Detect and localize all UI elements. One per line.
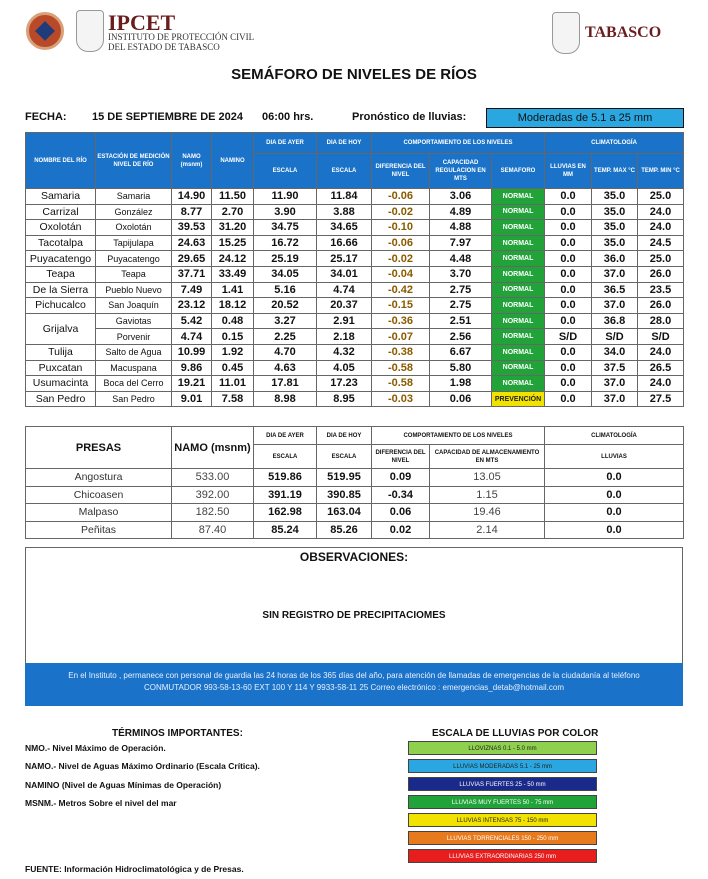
cell-sem: NORMAL — [492, 251, 545, 267]
cell-rain: 0.0 — [545, 220, 592, 236]
cell-cap: 2.56 — [430, 329, 492, 345]
report-time: 06:00 hrs. — [262, 111, 314, 123]
cell-tmin: 26.0 — [638, 266, 684, 282]
cell-diff: -0.02 — [372, 204, 430, 220]
cell-dam-diff: 0.06 — [372, 504, 430, 522]
cell-namino: 7.58 — [212, 391, 254, 407]
state-name: TABASCO — [585, 24, 662, 41]
table-row — [26, 313, 684, 329]
col-today: DIA DE HOY — [317, 133, 372, 154]
cell-sem: NORMAL — [492, 298, 545, 314]
cell-tmax: 36.5 — [592, 282, 638, 298]
cell-rain: 0.0 — [545, 235, 592, 251]
cell-cap: 0.06 — [430, 391, 492, 407]
observations-box — [25, 547, 683, 664]
rain-scale-swatch: LLUVIAS FUERTES 25 - 50 mm — [408, 777, 597, 791]
cell-namino: 0.48 — [212, 313, 254, 329]
coat-of-arms-icon — [76, 10, 104, 52]
table-row — [26, 360, 684, 376]
cell-diff: -0.38 — [372, 344, 430, 360]
cell-ayer: 8.98 — [254, 391, 317, 407]
cell-namino: 24.12 — [212, 251, 254, 267]
table-row — [26, 220, 684, 236]
table-row — [26, 504, 684, 522]
cell-sem: NORMAL — [492, 266, 545, 282]
cell-namino: 15.25 — [212, 235, 254, 251]
cell-sem: NORMAL — [492, 189, 545, 205]
cell-station: Macuspana — [96, 360, 172, 376]
cell-dam-diff: 0.02 — [372, 521, 430, 539]
table-row — [26, 235, 684, 251]
rain-scale-title: ESCALA DE LLUVIAS POR COLOR — [432, 728, 599, 739]
cell-diff: -0.42 — [372, 282, 430, 298]
cell-ayer: 4.63 — [254, 360, 317, 376]
org-subtitle-line2: DEL ESTADO DE TABASCO — [108, 42, 220, 52]
forecast-value: Moderadas de 5.1 a 25 mm — [486, 108, 684, 128]
cell-sem: NORMAL — [492, 344, 545, 360]
cell-rain: 0.0 — [545, 189, 592, 205]
cell-cap: 2.75 — [430, 298, 492, 314]
cell-sem: NORMAL — [492, 313, 545, 329]
cell-dam-rain: 0.0 — [545, 486, 684, 504]
rain-scale-swatch: LLUVIAS EXTRAORDINARIAS 250 mm — [408, 849, 597, 863]
cell-cap: 2.51 — [430, 313, 492, 329]
term-item: NAMO.- Nivel de Aguas Máximo Ordinario (Escala Crítica). — [25, 761, 260, 771]
cell-diff: -0.07 — [372, 329, 430, 345]
cell-dam-diff: 0.09 — [372, 469, 430, 487]
cell-ayer: 34.75 — [254, 220, 317, 236]
cell-station: Samaria — [96, 189, 172, 205]
cell-dam-name: Angostura — [26, 469, 172, 487]
cell-hoy: 3.88 — [317, 204, 372, 220]
table-row — [26, 251, 684, 267]
cell-tmin: 26.0 — [638, 298, 684, 314]
cell-rain: 0.0 — [545, 266, 592, 282]
cell-rain: 0.0 — [545, 344, 592, 360]
observations-text: SIN REGISTRO DE PRECIPITACIOMES — [262, 610, 446, 621]
cell-namo: 14.90 — [172, 189, 212, 205]
cell-rain: S/D — [545, 329, 592, 345]
cell-dam-name: Peñitas — [26, 521, 172, 539]
cell-dam-hoy: 85.26 — [317, 521, 372, 539]
cell-river: Carrizal — [26, 204, 96, 220]
cell-hoy: 34.65 — [317, 220, 372, 236]
cell-namo: 9.86 — [172, 360, 212, 376]
cell-dam-namo: 533.00 — [172, 469, 254, 487]
cell-station: Tapijulapa — [96, 235, 172, 251]
cell-namino: 11.01 — [212, 376, 254, 392]
cell-diff: -0.15 — [372, 298, 430, 314]
col-tmax: TEMP. MAX °C — [592, 154, 638, 189]
col-escala-today: ESCALA — [317, 154, 372, 189]
col-capacity: CAPACIDAD REGULACION EN MTS — [430, 154, 492, 189]
cell-rain: 0.0 — [545, 251, 592, 267]
cell-namo: 4.74 — [172, 329, 212, 345]
dams-table — [25, 426, 684, 539]
cell-diff: -0.04 — [372, 266, 430, 282]
cell-dam-hoy: 390.85 — [317, 486, 372, 504]
cell-ayer: 4.70 — [254, 344, 317, 360]
rain-scale-swatch: LLUVIAS TORRENCIALES 150 - 250 mm — [408, 831, 597, 845]
cell-dam-rain: 0.0 — [545, 521, 684, 539]
table-row — [26, 298, 684, 314]
col-namino: NAMINO — [212, 133, 254, 189]
cell-dam-ayer: 85.24 — [254, 521, 317, 539]
cell-diff: -0.06 — [372, 189, 430, 205]
contact-line2: CONMUTADOR 993-58-13-60 EXT 100 Y 114 Y 9933-58-11 25 Correo electrónico : emergencias_detab@hotmail.com — [143, 683, 565, 692]
cell-tmax: 35.0 — [592, 189, 638, 205]
cell-rain: 0.0 — [545, 391, 592, 407]
cell-ayer: 3.27 — [254, 313, 317, 329]
col-rain: LLUVIAS EN MM — [545, 154, 592, 189]
col-dam-diff: DIFERENCIA DEL NIVEL — [372, 445, 430, 469]
cell-namino: 0.15 — [212, 329, 254, 345]
page-title: SEMÁFORO DE NIVELES DE RÍOS — [231, 66, 477, 83]
cell-dam-ayer: 162.98 — [254, 504, 317, 522]
cell-namo: 9.01 — [172, 391, 212, 407]
cell-river: De la Sierra — [26, 282, 96, 298]
rivers-table — [25, 132, 684, 407]
table-row — [26, 521, 684, 539]
cell-station: Porvenir — [96, 329, 172, 345]
cell-dam-name: Chicoasen — [26, 486, 172, 504]
cell-station: San Joaquín — [96, 298, 172, 314]
cell-tmin: 25.0 — [638, 251, 684, 267]
table-row — [26, 329, 684, 345]
cell-river: Puxcatan — [26, 360, 96, 376]
term-item: MSNM.- Metros Sobre el nivel del mar — [25, 798, 177, 808]
cell-cap: 2.75 — [430, 282, 492, 298]
cell-diff: -0.58 — [372, 376, 430, 392]
cell-tmin: 24.0 — [638, 344, 684, 360]
table-row — [26, 391, 684, 407]
cell-namino: 1.41 — [212, 282, 254, 298]
cell-dam-diff: -0.34 — [372, 486, 430, 504]
cell-sem: NORMAL — [492, 376, 545, 392]
table-row — [26, 204, 684, 220]
table-row — [26, 189, 684, 205]
cell-dam-namo: 87.40 — [172, 521, 254, 539]
cell-hoy: 20.37 — [317, 298, 372, 314]
cell-namino: 11.50 — [212, 189, 254, 205]
cell-tmin: 28.0 — [638, 313, 684, 329]
cell-tmax: 37.0 — [592, 391, 638, 407]
cell-sem: NORMAL — [492, 329, 545, 345]
report-date: 15 DE SEPTIEMBRE DE 2024 — [92, 111, 244, 123]
rain-scale-swatch: LLUVIAS INTENSAS 75 - 150 mm — [408, 813, 597, 827]
cell-namo: 24.63 — [172, 235, 212, 251]
col-climate: CLIMATOLOGÍA — [545, 133, 684, 154]
cell-tmax: 37.0 — [592, 266, 638, 282]
cell-tmax: 35.0 — [592, 235, 638, 251]
contact-footer — [25, 663, 683, 706]
cell-namino: 1.92 — [212, 344, 254, 360]
cell-rain: 0.0 — [545, 360, 592, 376]
cell-tmin: 25.0 — [638, 189, 684, 205]
cell-hoy: 16.66 — [317, 235, 372, 251]
cell-river: Oxolotán — [26, 220, 96, 236]
forecast-label: Pronóstico de lluvias: — [352, 111, 467, 123]
cell-tmax: 34.0 — [592, 344, 638, 360]
date-label: FECHA: — [25, 111, 67, 123]
cell-tmax: 35.0 — [592, 220, 638, 236]
cell-hoy: 25.17 — [317, 251, 372, 267]
col-river: NOMBRE DEL RÍO — [26, 133, 96, 189]
cell-ayer: 17.81 — [254, 376, 317, 392]
cell-dam-cap: 13.05 — [430, 469, 545, 487]
cell-station: Boca del Cerro — [96, 376, 172, 392]
cell-namo: 39.53 — [172, 220, 212, 236]
cell-namo: 7.49 — [172, 282, 212, 298]
cell-station: Teapa — [96, 266, 172, 282]
cell-dam-cap: 2.14 — [430, 521, 545, 539]
cell-cap: 4.48 — [430, 251, 492, 267]
cell-ayer: 11.90 — [254, 189, 317, 205]
col-semaforo: SEMAFORO — [492, 154, 545, 189]
cell-hoy: 34.01 — [317, 266, 372, 282]
col-escala-yesterday: ESCALA — [254, 154, 317, 189]
cell-dam-hoy: 163.04 — [317, 504, 372, 522]
table-row — [26, 486, 684, 504]
cell-ayer: 16.72 — [254, 235, 317, 251]
rain-scale-swatch: LLUVIAS MODERADAS 5.1 - 25 mm — [408, 759, 597, 773]
cell-namino: 31.20 — [212, 220, 254, 236]
cell-cap: 1.98 — [430, 376, 492, 392]
col-namo: NAMO (msnm) — [172, 133, 212, 189]
org-subtitle — [108, 32, 254, 52]
cell-rain: 0.0 — [545, 298, 592, 314]
cell-namo: 8.77 — [172, 204, 212, 220]
table-row — [26, 344, 684, 360]
col-station: ESTACIÓN DE MEDICIÓN NIVEL DE RÍO — [96, 133, 172, 189]
cell-river: Teapa — [26, 266, 96, 282]
cell-diff: -0.10 — [372, 220, 430, 236]
cell-tmin: 24.0 — [638, 204, 684, 220]
cell-cap: 3.06 — [430, 189, 492, 205]
col-diff: DIFERENCIA DEL NIVEL — [372, 154, 430, 189]
rain-scale-swatch: LLUVIAS MUY FUERTES 50 - 75 mm — [408, 795, 597, 809]
cell-river: Grijalva — [26, 313, 96, 344]
cell-cap: 4.89 — [430, 204, 492, 220]
cell-hoy: 17.23 — [317, 376, 372, 392]
cell-hoy: 4.32 — [317, 344, 372, 360]
cell-river: Tacotalpa — [26, 235, 96, 251]
cell-river: San Pedro — [26, 391, 96, 407]
cell-ayer: 25.19 — [254, 251, 317, 267]
cell-river: Pichucalco — [26, 298, 96, 314]
term-item: NAMINO (Nivel de Aguas Mínimas de Operación) — [25, 780, 222, 790]
col-dam-yesterday: DIA DE AYER — [254, 427, 317, 445]
cell-station: Salto de Agua — [96, 344, 172, 360]
cell-hoy: 8.95 — [317, 391, 372, 407]
cell-diff: -0.58 — [372, 360, 430, 376]
cell-sem: NORMAL — [492, 220, 545, 236]
terms-title: TÉRMINOS IMPORTANTES: — [112, 728, 243, 739]
cell-river: Samaria — [26, 189, 96, 205]
table-row — [26, 469, 684, 487]
cell-tmin: 23.5 — [638, 282, 684, 298]
cell-rain: 0.0 — [545, 313, 592, 329]
col-dam-capacity: CAPACIDAD DE ALMACENAMIENTO EN MTS — [430, 445, 545, 469]
cell-station: González — [96, 204, 172, 220]
cell-diff: -0.02 — [372, 251, 430, 267]
cell-cap: 3.70 — [430, 266, 492, 282]
observations-title: OBSERVACIONES: — [299, 550, 409, 564]
cell-dam-rain: 0.0 — [545, 469, 684, 487]
col-dam-today: DIA DE HOY — [317, 427, 372, 445]
cell-tmin: 27.5 — [638, 391, 684, 407]
cell-ayer: 20.52 — [254, 298, 317, 314]
cell-cap: 6.67 — [430, 344, 492, 360]
cell-hoy: 2.18 — [317, 329, 372, 345]
col-presas: PRESAS — [26, 427, 172, 469]
cell-cap: 4.88 — [430, 220, 492, 236]
cell-station: Gaviotas — [96, 313, 172, 329]
cell-diff: -0.03 — [372, 391, 430, 407]
cell-dam-name: Malpaso — [26, 504, 172, 522]
cell-hoy: 2.91 — [317, 313, 372, 329]
contact-line1: En el Instituto , permanece con personal de guardia las 24 horas de los 365 días del año, para atención de llamadas de emergencias de la ciudadanía al teléfono — [68, 671, 640, 680]
rain-scale-swatch: LLOVIZNAS 0.1 - 5.0 mm — [408, 741, 597, 755]
col-behaviour: COMPORTAMIENTO DE LOS NIVELES — [372, 133, 545, 154]
cell-tmin: S/D — [638, 329, 684, 345]
cell-tmin: 26.5 — [638, 360, 684, 376]
cell-dam-namo: 392.00 — [172, 486, 254, 504]
cell-namo: 10.99 — [172, 344, 212, 360]
cell-tmax: 36.8 — [592, 313, 638, 329]
cell-ayer: 5.16 — [254, 282, 317, 298]
cell-station: Puyacatengo — [96, 251, 172, 267]
cell-ayer: 2.25 — [254, 329, 317, 345]
cell-river: Usumacinta — [26, 376, 96, 392]
term-item: NMO.- Nivel Máximo de Operación. — [25, 743, 166, 753]
cell-namo: 5.42 — [172, 313, 212, 329]
col-dam-namo: NAMO (msnm) — [172, 427, 254, 469]
cell-hoy: 11.84 — [317, 189, 372, 205]
cell-sem: NORMAL — [492, 204, 545, 220]
cell-station: Pueblo Nuevo — [96, 282, 172, 298]
cell-dam-cap: 1.15 — [430, 486, 545, 504]
table-row — [26, 282, 684, 298]
cell-dam-namo: 182.50 — [172, 504, 254, 522]
cell-sem: NORMAL — [492, 235, 545, 251]
table-row — [26, 376, 684, 392]
cell-tmax: 37.0 — [592, 298, 638, 314]
cell-tmax: S/D — [592, 329, 638, 345]
cell-namino: 2.70 — [212, 204, 254, 220]
cell-namo: 37.71 — [172, 266, 212, 282]
cell-rain: 0.0 — [545, 282, 592, 298]
cell-namino: 0.45 — [212, 360, 254, 376]
cell-namo: 19.21 — [172, 376, 212, 392]
cell-rain: 0.0 — [545, 204, 592, 220]
cell-tmax: 37.5 — [592, 360, 638, 376]
ipcet-logo-seal — [26, 12, 64, 50]
cell-hoy: 4.05 — [317, 360, 372, 376]
cell-station: Oxolotán — [96, 220, 172, 236]
col-dam-escala-yesterday: ESCALA — [254, 445, 317, 469]
cell-namo: 29.65 — [172, 251, 212, 267]
cell-sem: NORMAL — [492, 282, 545, 298]
cell-tmax: 37.0 — [592, 376, 638, 392]
cell-tmax: 35.0 — [592, 204, 638, 220]
cell-dam-rain: 0.0 — [545, 504, 684, 522]
col-yesterday: DIA DE AYER — [254, 133, 317, 154]
org-subtitle-line1: INSTITUTO DE PROTECCIÓN CIVIL — [108, 32, 255, 42]
cell-station: San Pedro — [96, 391, 172, 407]
col-dam-behaviour: COMPORTAMIENTO DE LOS NIVELES — [372, 427, 545, 445]
cell-namo: 23.12 — [172, 298, 212, 314]
cell-namino: 33.49 — [212, 266, 254, 282]
cell-hoy: 4.74 — [317, 282, 372, 298]
cell-dam-ayer: 519.86 — [254, 469, 317, 487]
cell-tmin: 24.5 — [638, 235, 684, 251]
col-dam-climate: CLIMATOLOGÍA — [545, 427, 684, 445]
cell-dam-hoy: 519.95 — [317, 469, 372, 487]
cell-cap: 5.80 — [430, 360, 492, 376]
cell-sem: NORMAL — [492, 360, 545, 376]
tabasco-crest-icon — [552, 12, 580, 54]
cell-ayer: 34.05 — [254, 266, 317, 282]
cell-ayer: 3.90 — [254, 204, 317, 220]
cell-diff: -0.06 — [372, 235, 430, 251]
cell-sem: PREVENCIÓN — [492, 391, 545, 407]
col-dam-escala-today: ESCALA — [317, 445, 372, 469]
cell-tmax: 36.0 — [592, 251, 638, 267]
cell-namino: 18.12 — [212, 298, 254, 314]
cell-tmin: 24.0 — [638, 376, 684, 392]
source-note: FUENTE: Información Hidroclimatológica y de Presas. — [25, 864, 244, 874]
table-row — [26, 266, 684, 282]
cell-cap: 7.97 — [430, 235, 492, 251]
cell-dam-cap: 19.46 — [430, 504, 545, 522]
org-name: IPCET — [108, 10, 176, 35]
cell-diff: -0.36 — [372, 313, 430, 329]
cell-river: Tulija — [26, 344, 96, 360]
cell-rain: 0.0 — [545, 376, 592, 392]
col-tmin: TEMP. MIN °C — [638, 154, 684, 189]
cell-river: Puyacatengo — [26, 251, 96, 267]
col-dam-rain: LLUVIAS — [545, 445, 684, 469]
cell-tmin: 24.0 — [638, 220, 684, 236]
cell-dam-ayer: 391.19 — [254, 486, 317, 504]
